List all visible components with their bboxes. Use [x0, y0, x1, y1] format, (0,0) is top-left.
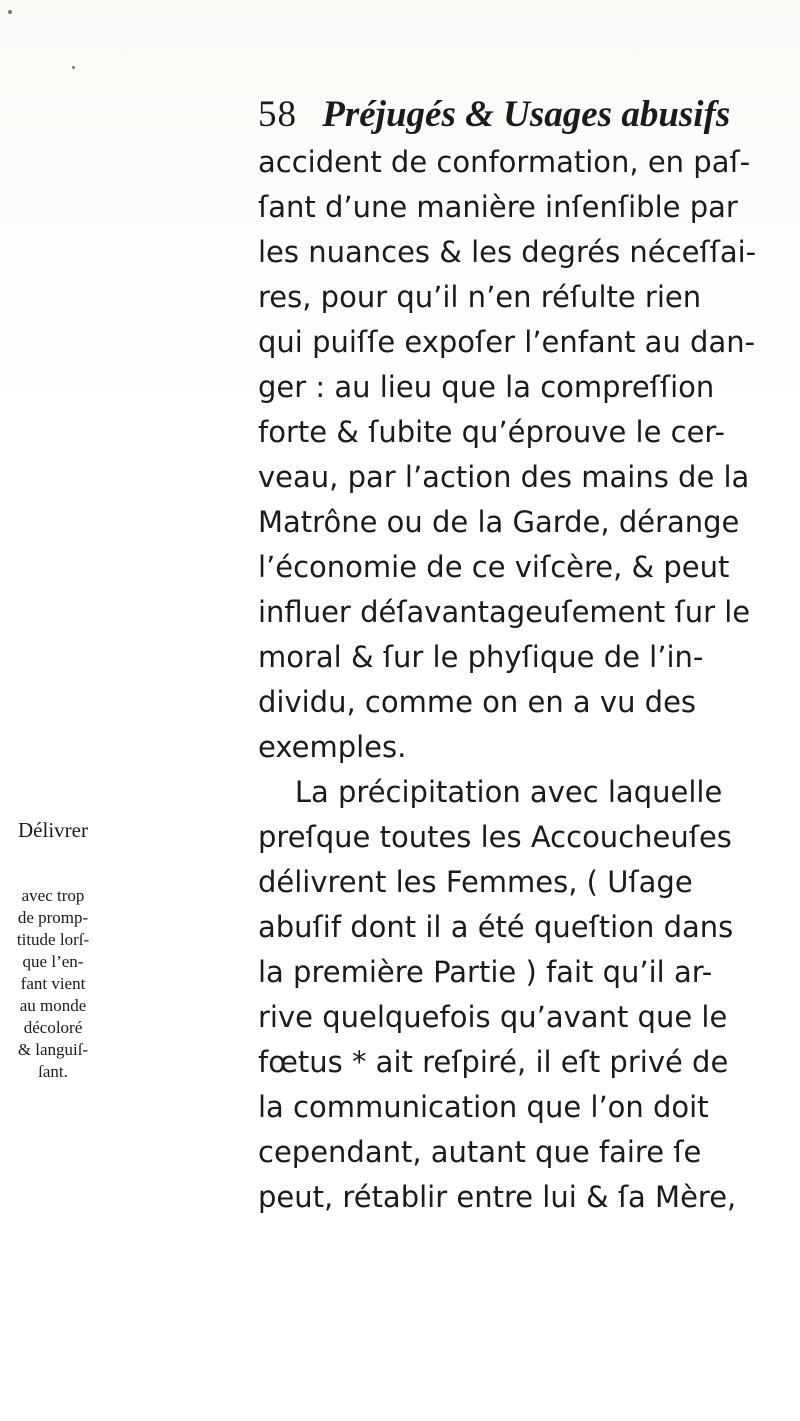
text-line: les nuances & les degrés néceſſai- [258, 235, 757, 269]
running-title: Préjugés & Usages abusifs [322, 94, 731, 135]
text-line: la communication que l’on doit [258, 1090, 709, 1124]
text-line: l’économie de ce viſcère, & peut [258, 550, 730, 584]
margin-note-heading: Délivrer [18, 818, 88, 842]
margin-note-line: titude lorſ- [16, 930, 90, 949]
text-line: forte & ſubite qu’éprouve le cer- [258, 415, 725, 449]
margin-note [6, 775, 100, 1127]
ink-speck [72, 66, 75, 69]
margin-note-line: que l’en- [22, 952, 84, 971]
text-line: rive quelquefois qu’avant que le [258, 1000, 728, 1034]
margin-note-line: de promp- [17, 908, 89, 927]
page-number: 58 [258, 94, 297, 135]
page-header [258, 90, 731, 140]
margin-note-line: fant vient [20, 974, 86, 993]
text-line: accident de conformation, en paſ- [258, 145, 751, 179]
text-line: dividu, comme on en a vu des [258, 685, 697, 719]
text-line: délivrent les Femmes, ( Uſage [258, 865, 693, 899]
margin-note-line: au monde [19, 996, 87, 1015]
ink-speck [8, 10, 12, 14]
text-line: preſque toutes les Accoucheuſes [258, 820, 732, 854]
text-line: la première Partie ) fait qu’il ar- [258, 955, 713, 989]
margin-note-line: avec trop [21, 886, 85, 905]
main-text [258, 140, 778, 1220]
text-line: abuſif dont il a été queſtion dans [258, 910, 734, 944]
text-line: veau, par l’action des mains de la [258, 460, 750, 494]
margin-note-body [6, 885, 100, 1083]
text-line: fœtus * ait reſpiré, il eſt privé de [258, 1045, 729, 1079]
text-line: peut, rétablir entre lui & ſa Mère, [258, 1180, 737, 1214]
margin-note-line: & languiſ- [17, 1040, 89, 1059]
margin-note-line: décoloré [23, 1018, 83, 1037]
text-line: ſant d’une manière inſenſible par [258, 190, 738, 224]
text-line: qui puiſſe expoſer l’enfant au dan- [258, 325, 756, 359]
text-line: La précipitation avec laquelle [258, 775, 723, 809]
text-line: cependant, autant que faire ſe [258, 1135, 702, 1169]
text-line: influer déſavantageuſement ſur le [258, 595, 751, 629]
text-line: Matrône ou de la Garde, dérange [258, 505, 740, 539]
margin-note-line: ſant. [38, 1062, 68, 1081]
text-line: res, pour qu’il n’en réſulte rien [258, 280, 702, 314]
text-line: ger : au lieu que la compreſſion [258, 370, 715, 404]
text-line: exemples. [258, 730, 407, 764]
text-line: moral & ſur le phyſique de l’in- [258, 640, 704, 674]
